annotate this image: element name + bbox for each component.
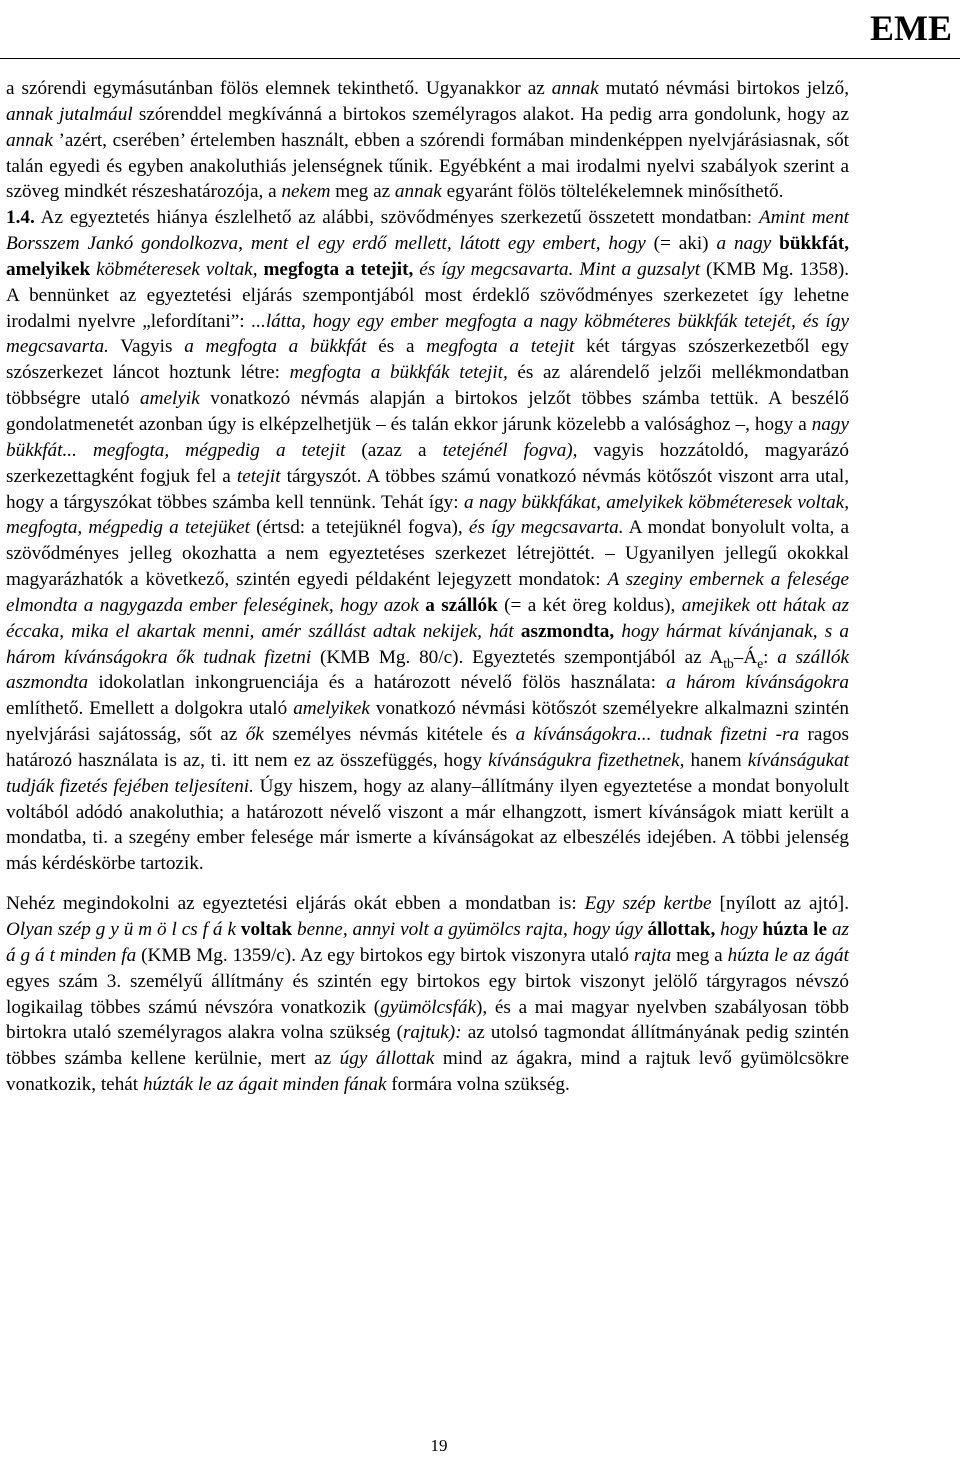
text-run: Az egyeztetés hiánya észlelhető az alábbi, szövődményes szerkezetű összetett mondatban: [34, 207, 759, 229]
text-run: rajta [633, 944, 672, 966]
text-run: e [757, 655, 764, 671]
text-run [514, 621, 521, 642]
text-run: említhető. Emellett a dolgokra utaló [6, 698, 294, 720]
text-run: ragos határozó használata is az, ti. itt nem ez az összefüggés, hogy [6, 724, 849, 771]
text-run: Vagyis [108, 336, 185, 358]
text-run: A mondat bonyolult volta, a szövődményes jelleg okozhatta a nem egyeztetéses szerkezet létrejöttét. – Ugyanilyen jellegű okokkal magyarázhatók a következő, szintén egyedi példaként lejegyzett mondatok: [6, 517, 849, 591]
text-run: megfogta a tetejit, [263, 258, 414, 280]
text-run: (értsd: a tetejüknél fogva), [249, 517, 469, 539]
paragraph [6, 76, 849, 205]
text-run: a szállók aszmondta [6, 646, 849, 694]
text-run: (KMB Mg. 80/c). Egyeztetés szempontjából az A [311, 646, 724, 668]
text-run: ’azért, cserében’ értelemben használt, ebben a szórendi formában mindenképpen nyelvjárásiasnak, sőt talán egyedi és egyben anakoluthiás jelenségnek tűnik. Egyébként a mai irodalmi nyelvi szabályok szerint a szöveg mindkét részeshatározója, a [6, 129, 849, 203]
text-run: amejikek ott hátak az éccaka, mika el akartak menni, amér szállást adtak nekijek, hát [6, 594, 849, 642]
text-run: tárgyszót. A többes számú vonatkozó névmás kötőszót viszont arra utal, hogy a tárgyszókat többes számba kell tennünk. Tehát így: [6, 465, 850, 513]
text-run: aszmondta, [520, 620, 615, 642]
text-run: amelyikek [293, 698, 370, 720]
text-run: hanem [684, 749, 748, 771]
text-run: (= a két öreg koldus), [497, 594, 682, 616]
text-run: egyaránt fölös töltelékelemnek minősíthető. [441, 181, 784, 203]
text-run: meg az [330, 181, 395, 203]
text-run: rajtuk): [402, 1022, 462, 1044]
text-run: (azaz a [345, 439, 443, 461]
text-run: és így megcsavarta. Mint a guzsalyt [419, 258, 701, 280]
text-run: a kívánságokra... tudnak fizetni -ra [515, 724, 800, 746]
text-run: szórenddel megkívánná a birtokos személyragos alakot. Ha pedig arra gondolunk, hogy az [132, 103, 849, 125]
text-run: voltak [240, 919, 293, 940]
text-run: 1.4. [6, 207, 35, 229]
text-run: és a [366, 336, 427, 358]
text-run: ), és a mai magyar nyelvben szabályosan több birtokra utaló személyragos alakra volna szükség ( [6, 996, 849, 1044]
text-run: a nagy bükkfákat, amelyikek köbméteresek voltak, megfogta, mégpedig a tetejüket [6, 491, 849, 539]
text-run: (KMB Mg. 1359/c). Az egy birtokos egy birtok viszonyra utaló [136, 944, 634, 966]
text-run: A szeginy embernek a felesége elmondta a nagygazda ember feleséginek, hogy azok [6, 569, 849, 616]
text-run: állottak, [647, 919, 716, 940]
text-run: a nagy [716, 233, 772, 255]
text-run: az utolsó tagmondat állítmányának pedig szintén többes számba kellene kerülnie, mert az [6, 1022, 849, 1070]
text-run: –Á [733, 646, 758, 668]
text-run: megfogta a tetejit [426, 336, 575, 358]
text-run: a szállók [425, 594, 498, 616]
publisher-logo: EME [869, 8, 952, 48]
text-run: annak jutalmául [6, 103, 133, 125]
text-run: tetejénél fogva), [442, 439, 578, 461]
text-run: ők [245, 724, 264, 746]
text-run: annak [6, 129, 53, 151]
text-run: ...látta, hogy egy ember megfogta a nagy köbméteres bükkfák tetejét, és így megcsavarta. [6, 310, 850, 358]
text-run: köbméteresek voltak, [96, 258, 258, 280]
text-run: Úgy hiszem, hogy az alany–állítmány ilyen egyeztetése a mondat bonyolult voltából adódó anakoluthia; a határozott névelő viszont a már elhangzott, ismert kívánságok miatt került a mondatba, ti. a szegény ember felesége már ismerte a kívánságokat az elbeszélés idejében. A többi jelenség más kérdéskörbe tartozik. [6, 775, 849, 875]
header-divider [0, 58, 960, 59]
text-run: kívánságukra fizethetnek, [488, 749, 685, 771]
text-run: annak [394, 181, 442, 203]
text-run: Egy szép kertbe [584, 893, 712, 915]
text-run: vonatkozó névmási kötőszót személyekre alkalmazni szintén nyelvjárási sajátosság, sőt az [6, 698, 849, 746]
text-run: vagyis hozzátoldó, magyarázó szerkezettagként fogjuk fel a [6, 439, 849, 487]
text-run: húzta le az ágát [727, 944, 849, 966]
text-run: mutató névmási birtokos jelző, [598, 78, 849, 99]
text-run: hogy hármat kívánjanak, s a három kívánságokra ők tudnak fizetni [6, 620, 850, 668]
text-run: benne, annyi volt a gyümölcs rajta, hogy úgy [297, 919, 643, 940]
text-run: minden fa [59, 944, 137, 966]
text-run: hogy [720, 919, 758, 940]
text-run: formára volna szükség. [386, 1074, 570, 1096]
paragraph [6, 891, 849, 1098]
text-run: mind az ágakra, mind a rajtuk levő gyümölcsökre vonatkozik, tehát [6, 1048, 850, 1096]
text-run: : [763, 646, 778, 668]
text-run: kívánságukat tudják fizetés fejében teljesíteni. [6, 749, 850, 797]
text-run: g y ü m ö l cs f á k [95, 919, 236, 940]
text-run: [nyílott az ajtó]. [711, 893, 849, 915]
text-run: húzta le [762, 919, 828, 940]
text-run: húzták le az ágait minden fának [142, 1074, 387, 1096]
text-run: tetejit [236, 465, 281, 487]
text-run: vonatkozó névmás alapján a birtokos jelzőt többes számba tettük. A beszélő gondolatmenetét azonban úgy is elképzelhetjük – és talán ekkor járunk közelebb a valósághoz –, hogy a [6, 388, 849, 435]
text-run: annak [551, 78, 599, 99]
text-run: meg a [671, 944, 728, 966]
text-run: amelyik [140, 388, 200, 410]
text-run: a szórendi egymásutánban fölös elemnek tekinthető. Ugyanakkor az [6, 78, 552, 99]
text-run: és az alárendelő jelzői mellékmondatban többségre utaló [6, 362, 849, 410]
text-run: megfogta a bükkfák tetejit, [289, 362, 508, 384]
text-run: nekem [281, 181, 331, 203]
text-run: idokolatlan inkongruenciája és a határozott névelő fölös használata: [88, 672, 667, 694]
text-run: (KMB Mg. 1358). A bennünket az egyeztetési eljárás szempontjából most érdeklő szövődményes szerkezetet így lehetne irodalmi nyelvre „lefordítani”: [6, 258, 850, 332]
body-text [6, 76, 849, 1098]
text-run: bükkfát, amelyikek [6, 233, 850, 280]
text-run: az á g á t [6, 919, 849, 966]
text-run: Olyan szép [6, 919, 91, 940]
text-run: két tárgyas szószerkezetből egy szószerkezet láncot hoztunk létre: [6, 336, 850, 384]
text-run: és így megcsavarta. [468, 517, 624, 539]
paragraph-section-1-4 [6, 205, 849, 877]
text-run: egyes szám 3. személyű állítmány és szintén egy birtokos egy birtok viszonyt jelölő tárgyragos névszó logikailag többes számú névszóra vonatkozik ( [6, 970, 849, 1018]
text-run: (= aki) [645, 233, 717, 255]
text-run: nagy bükkfát... megfogta, mégpedig a tetejit [6, 413, 849, 461]
text-run [771, 233, 779, 254]
text-run: Nehéz megindokolni az egyeztetési eljárás okát ebben a mondatban is: [6, 893, 585, 915]
text-run: tb [723, 655, 734, 671]
text-run: személyes névmás kitétele és [263, 724, 516, 746]
text-run: Amint ment Borsszem Jankó gondolkozva, ment el egy erdő mellett, látott egy embert, hogy [6, 207, 849, 255]
text-run: a megfogta a bükkfát [184, 336, 367, 358]
text-run: gyümölcsfák [380, 996, 477, 1018]
page-number: 19 [430, 1436, 448, 1455]
text-run: úgy állottak [339, 1048, 435, 1070]
text-run: a három kívánságokra [666, 672, 849, 694]
